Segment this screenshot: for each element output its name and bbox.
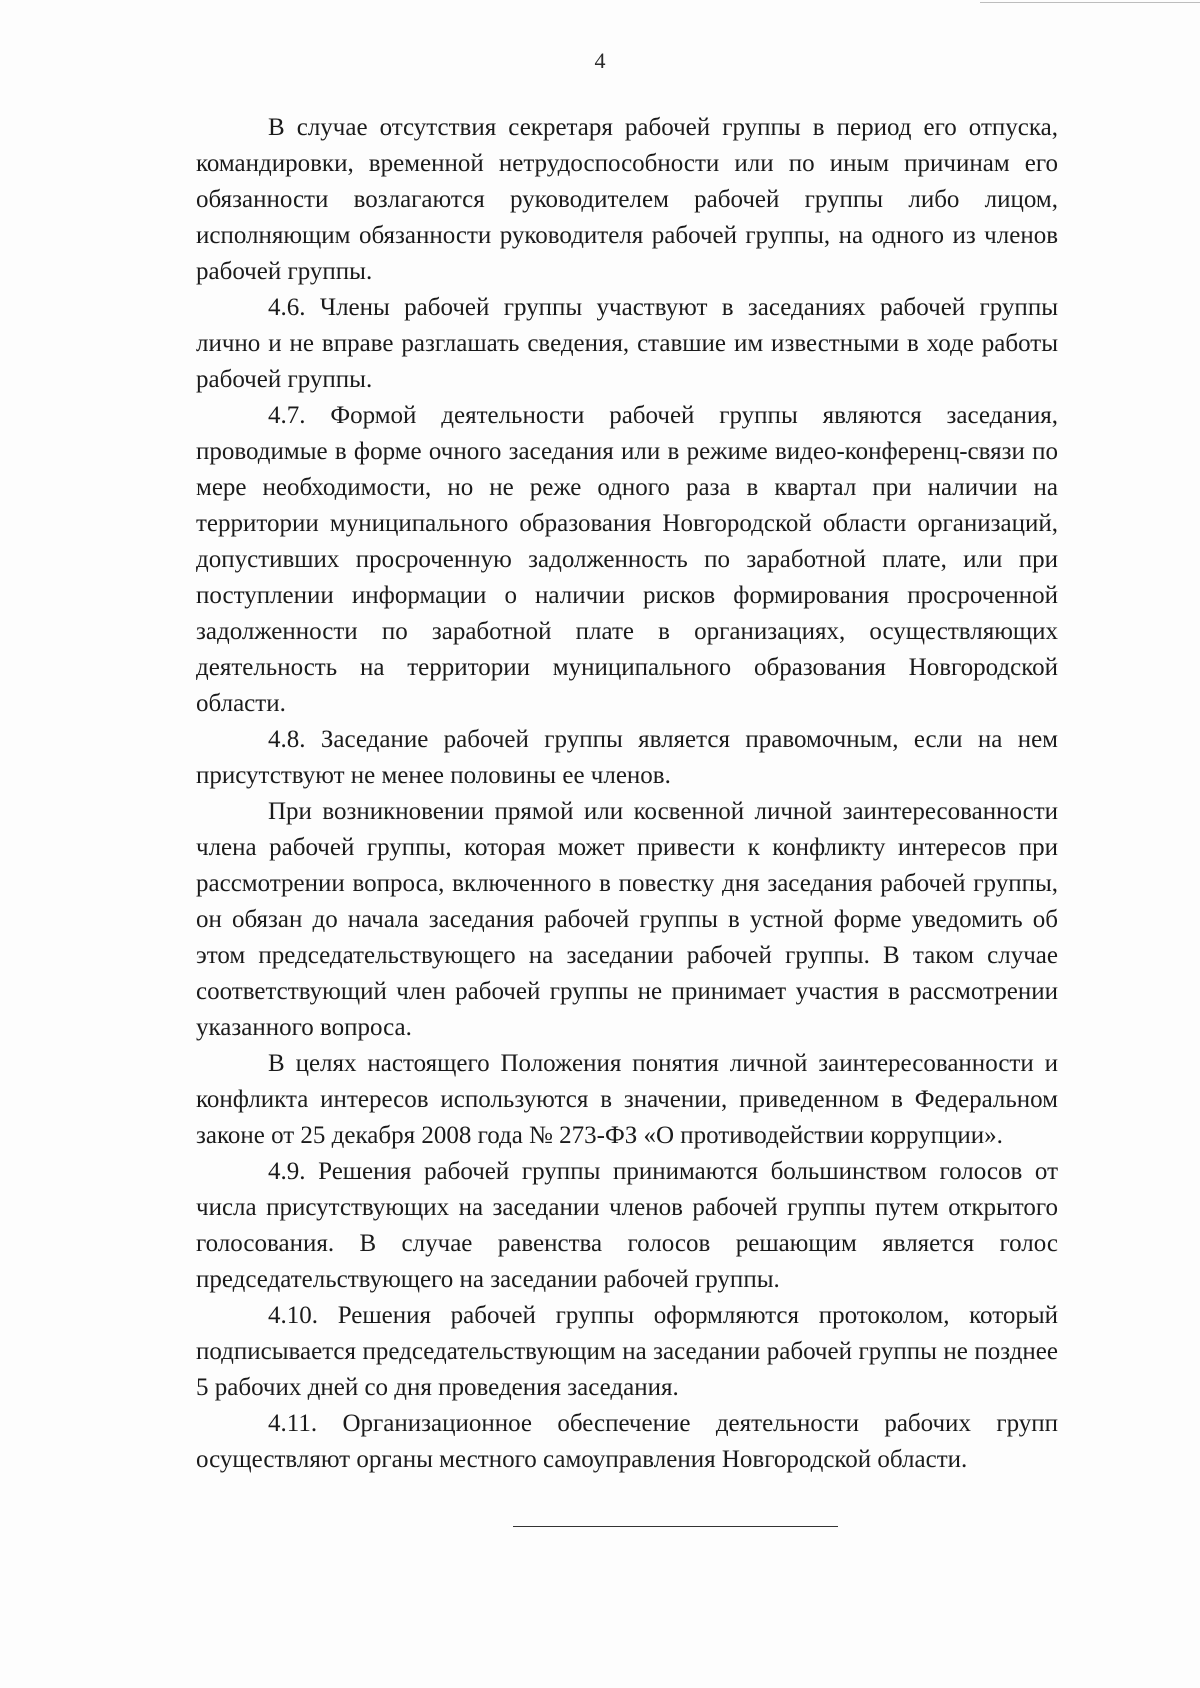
scan-edge-line — [980, 2, 1200, 3]
paragraph-4-8: 4.8. Заседание рабочей группы является правомочным, если на нем присутствуют не менее половины ее членов. — [196, 726, 1058, 789]
paragraph-federal-law-reference: В целях настоящего Положения понятия личной заинтересованности и конфликта интересов используются в значении, приведенном в Федеральном законе от 25 декабря 2008 года № 273-ФЗ «О противодействии коррупции». — [196, 1050, 1058, 1149]
paragraph-4-9: 4.9. Решения рабочей группы принимаются большинством голосов от числа присутствующих на заседании членов рабочей группы путем открытого голосования. В случае равенства голосов решающим является голос председательствующего на заседании рабочей группы. — [196, 1158, 1058, 1293]
paragraph-4-7: 4.7. Формой деятельности рабочей группы являются заседания, проводимые в форме очного заседания или в режиме видео-конференц-связи по мере необходимости, но не реже одного раза в квартал при наличии на территории муниципального образования Новгородской области организаций, допустивших просроченную задолженность по заработной плате, или при поступлении информации о наличии рисков формирования просроченной задолженности по заработной плате в организациях, осуществляющих деятельность на территории муниципального образования Новгородской области. — [196, 402, 1058, 717]
document-body — [196, 110, 1058, 1478]
paragraph-4-10: 4.10. Решения рабочей группы оформляются протоколом, который подписывается председательствующим на заседании рабочей группы не позднее 5 рабочих дней со дня проведения заседания. — [196, 1302, 1058, 1401]
end-of-text-rule — [513, 1526, 838, 1527]
paragraph-4-11: 4.11. Организационное обеспечение деятельности рабочих групп осуществляют органы местного самоуправления Новгородской области. — [196, 1410, 1058, 1473]
paragraph-4-6: 4.6. Члены рабочей группы участвуют в заседаниях рабочей группы лично и не вправе разглашать сведения, ставшие им известными в ходе работы рабочей группы. — [196, 294, 1058, 393]
paragraph-secretary-absence: В случае отсутствия секретаря рабочей группы в период его отпуска, командировки, временной нетрудоспособности или по иным причинам его обязанности возлагаются руководителем рабочей группы либо лицом, исполняющим обязанности руководителя рабочей группы, на одного из членов рабочей группы. — [196, 114, 1058, 285]
page-number: 4 — [594, 48, 606, 73]
paragraph-conflict-of-interest: При возникновении прямой или косвенной личной заинтересованности члена рабочей группы, которая может привести к конфликту интересов при рассмотрении вопроса, включенного в повестку дня заседания рабочей группы, он обязан до начала заседания рабочей группы в устной форме уведомить об этом председательствующего на заседании рабочей группы. В таком случае соответствующий член рабочей группы не принимает участия в рассмотрении указанного вопроса. — [196, 798, 1058, 1041]
